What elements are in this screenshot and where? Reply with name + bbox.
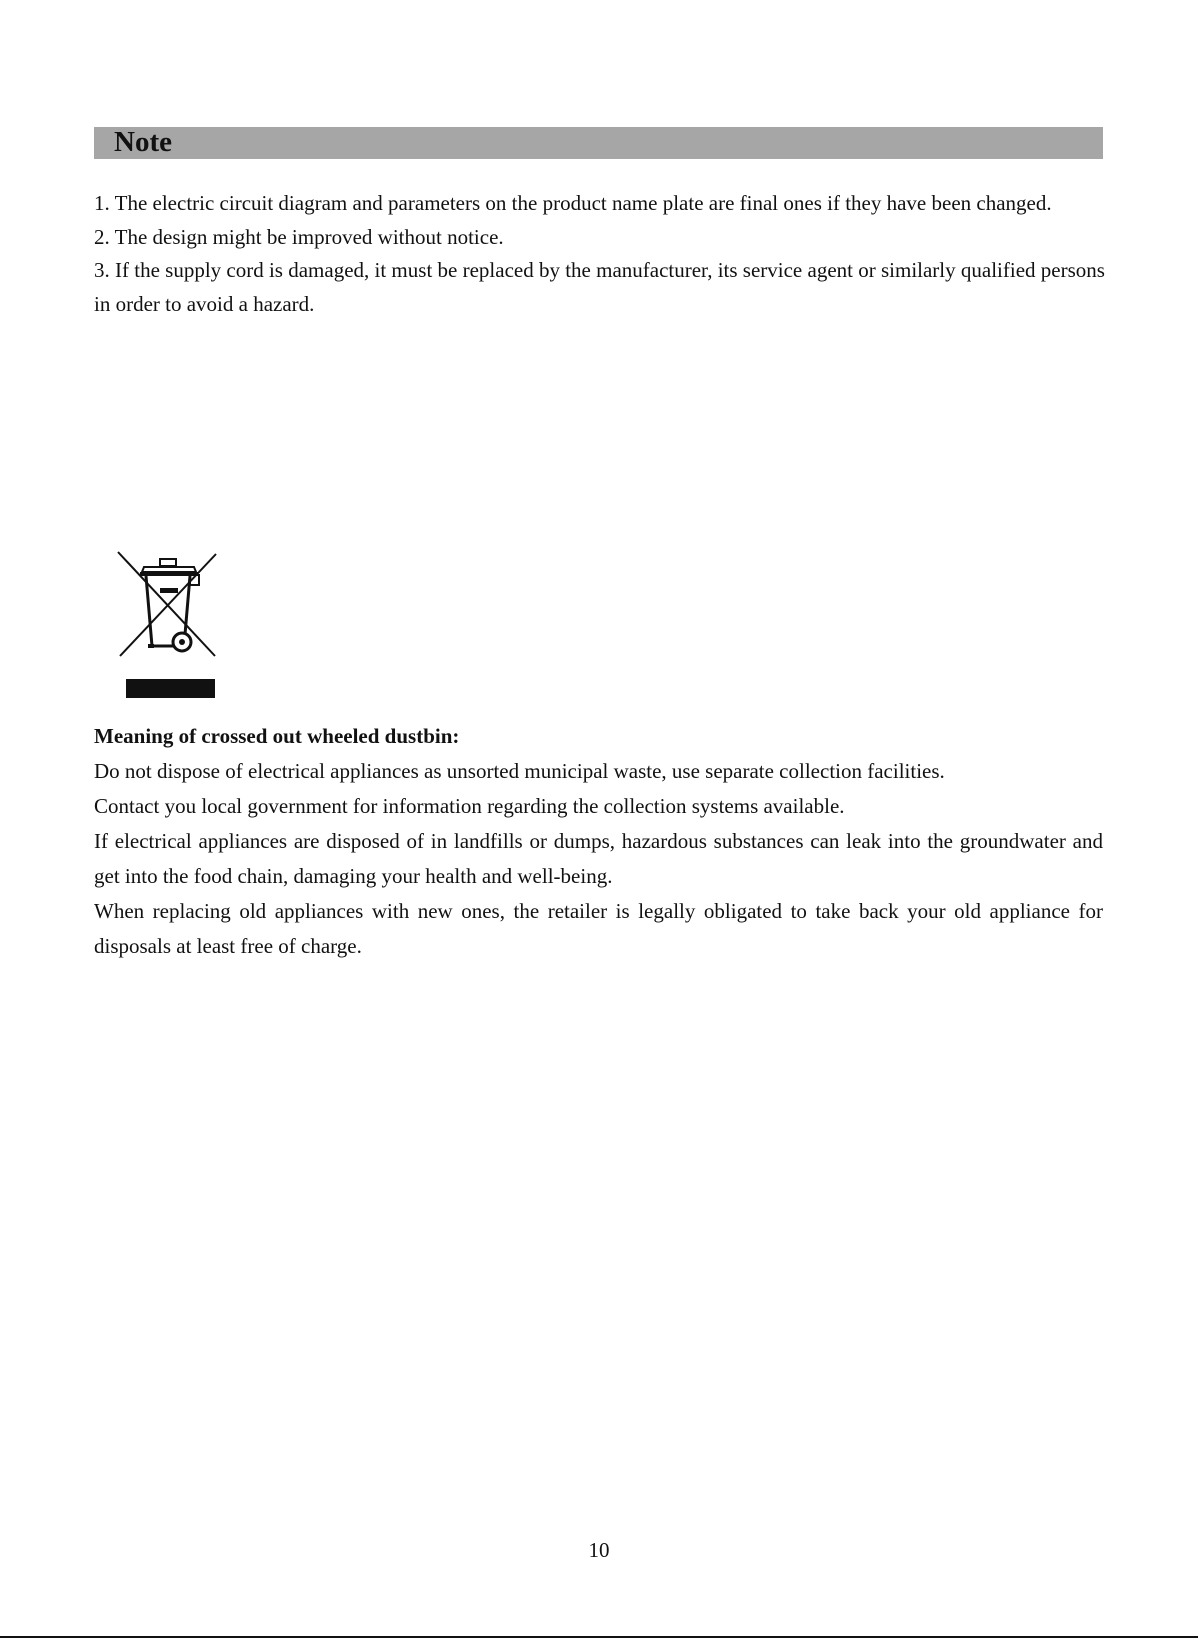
note-title: Note [114, 126, 172, 158]
disposal-section [94, 719, 1103, 964]
note-list [94, 187, 1106, 321]
note-item-2: 2. The design might be improved without notice. [94, 224, 504, 249]
note-header-bar [94, 127, 1103, 159]
note-item-3: 3. If the supply cord is damaged, it must be replaced by the manufacturer, its service agent or similarly qualified persons in order to avoid a hazard. [94, 258, 1105, 316]
note-item-1: 1. The electric circuit diagram and parameters on the product name plate are final ones if they have been changed. [94, 191, 1052, 215]
disposal-paragraph-4: When replacing old appliances with new ones, the retailer is legally obligated to take back your old appliance for disposals at least free of charge. [94, 899, 1103, 958]
disposal-paragraph-2: Contact you local government for information regarding the collection systems available. [94, 794, 845, 818]
crossed-out-wheeled-bin-icon [116, 550, 220, 700]
disposal-paragraph-1: Do not dispose of electrical appliances as unsorted municipal waste, use separate collection facilities. [94, 759, 945, 783]
disposal-title: Meaning of crossed out wheeled dustbin: [94, 724, 460, 748]
disposal-paragraph-3: If electrical appliances are disposed of in landfills or dumps, hazardous substances can leak into the groundwater and get into the food chain, damaging your health and well-being. [94, 829, 1103, 888]
page-number: 10 [588, 1538, 610, 1562]
